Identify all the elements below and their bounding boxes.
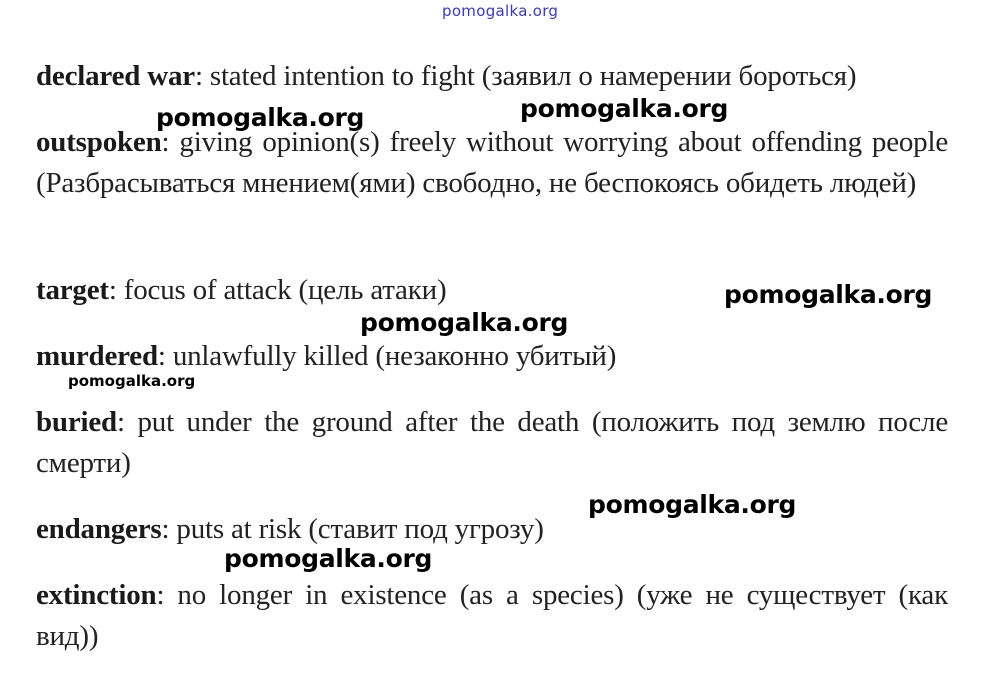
- vocab-entry-buried: [36, 402, 948, 484]
- vocab-definition: : stated intention to fight (заявил о намерении бороться): [194, 60, 857, 92]
- vocab-definition: : no longer in existence (as a species) (уже не существует (как вид)): [36, 579, 948, 652]
- vocab-term: extinction: [36, 579, 157, 611]
- watermark: pomogalka.org: [68, 372, 196, 390]
- watermark: pomogalka.org: [520, 94, 729, 123]
- vocab-definition: : focus of attack (цель атаки): [108, 274, 447, 306]
- watermark: pomogalka.org: [588, 490, 797, 519]
- vocab-definition: : giving opinion(s) freely without worrying about offending people (Разбрасываться мнением(ями) свободно, не беспокоясь обидеть людей): [36, 126, 948, 199]
- vocab-term: murdered: [36, 340, 158, 372]
- vocab-entry-declared-war: [36, 56, 948, 97]
- vocab-definition: : put under the ground after the death (положить под землю после смерти): [36, 406, 948, 479]
- vocab-definition: : puts at risk (ставит под угрозу): [161, 513, 544, 545]
- watermark: pomogalka.org: [360, 308, 569, 337]
- vocab-entry-murdered: [36, 336, 948, 377]
- vocab-term: declared war: [36, 60, 195, 92]
- vocab-definition: : unlawfully killed (незаконно убитый): [157, 340, 617, 372]
- vocab-entry-endangers: [36, 509, 948, 550]
- vocab-entry-extinction: [36, 575, 948, 657]
- vocab-entry-outspoken: [36, 122, 948, 204]
- watermark-top: pomogalka.org: [442, 2, 559, 20]
- vocab-term: target: [36, 274, 109, 306]
- watermark: pomogalka.org: [724, 280, 933, 309]
- vocab-term: outspoken: [36, 126, 162, 158]
- vocab-term: endangers: [36, 513, 162, 545]
- watermark: pomogalka.org: [224, 544, 433, 573]
- vocab-term: buried: [36, 406, 117, 438]
- watermark: pomogalka.org: [156, 103, 365, 132]
